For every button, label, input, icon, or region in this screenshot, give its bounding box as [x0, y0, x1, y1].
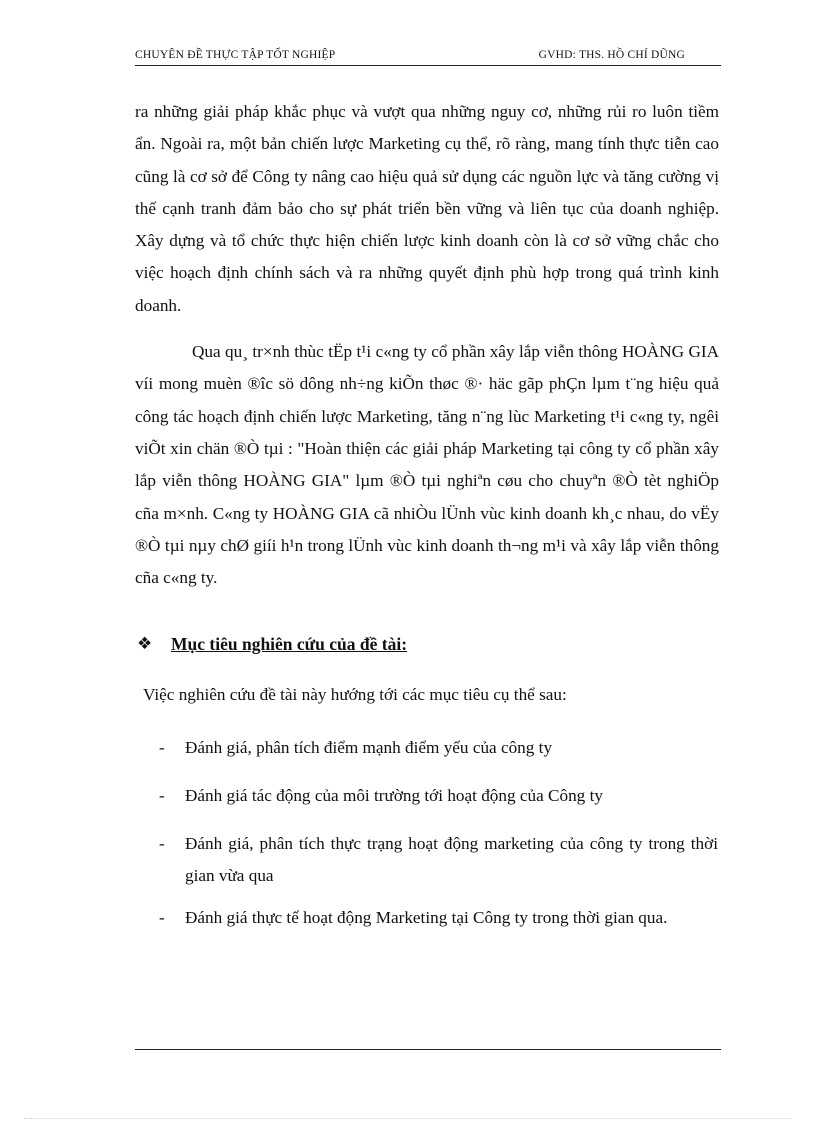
list-item-text: Đánh giá thực tế hoạt động Marketing tại Công ty trong thời gian qua. — [185, 908, 668, 927]
list-dash: - — [159, 738, 165, 757]
paragraph-1: ra những giải pháp khắc phục và vượt qua những nguy cơ, những rủi ro luôn tiềm ẩn. Ngoài ra, một bản chiến lược Marketing cụ thể, rõ ràng, mang tính thực tiễn cao cũng là cơ sở để Công ty nâng cao hiệu quả sử dụng các nguồn lực và tăng cường vị thế cạnh tranh đảm bảo cho sự phát triển bền vững và liên tục của doanh nghiệp. Xây dựng và tổ chức thực hiện chiến lược kinh doanh còn là cơ sở vững chắc cho việc hoạch định chính sách và ra những quyết định phù hợp trong quá trình kinh doanh. — [135, 102, 719, 315]
list-item-text: Đánh giá, phân tích thực trạng hoạt động marketing của công ty trong thời gian vừa qua — [185, 834, 718, 885]
section-heading — [135, 630, 719, 662]
list-item-text: Đánh giá tác động của môi trường tới hoạt động của Công ty — [185, 786, 603, 805]
list-dash: - — [159, 908, 165, 927]
footer-divider — [135, 1049, 721, 1050]
header-document-title: CHUYÊN ĐỀ THỰC TẬP TỐT NGHIỆP — [135, 49, 336, 61]
page-bottom-edge — [24, 1118, 792, 1119]
body-text — [135, 96, 719, 594]
diamond-bullet-icon: ❖ — [137, 634, 153, 654]
section-intro: Việc nghiên cứu đề tài này hướng tới các mục tiêu cụ thể sau: — [143, 685, 567, 704]
section-title: Mục tiêu nghiên cứu của đề tài: — [171, 634, 408, 654]
page-header — [135, 49, 721, 66]
list-dash: - — [159, 834, 165, 853]
list-dash: - — [159, 786, 165, 805]
header-supervisor: GVHD: THS. HỒ CHÍ DŨNG — [538, 49, 685, 61]
paragraph-2: Qua qu¸ tr×nh thùc tËp t¹i c«ng ty cổ phần xây lắp viễn thông HOÀNG GIA víi mong muèn ®îc sö dông nh÷ng kiÕn thøc ®· häc gãp phÇn lµm t¨ng hiệu quả công tác hoạch định chiến lược Marketing, tăng n¨ng lùc Marketing t¹i c«ng ty, ngêi viÕt xin chän ®Ò tµi : "Hoàn thiện các giải pháp Marketing tại công ty cổ phần xây lắp viễn thông HOÀNG GIA" lµm ®Ò tµi nghiªn cøu cho chuyªn ®Ò tèt nghiÖp cña m×nh. C«ng ty HOÀNG GIA cã nhiÒu lÜnh vùc kinh doanh kh¸c nhau, do vËy ®Ò tµi nµy chØ giíi h¹n trong lÜnh vùc kinh doanh th¬ng m¹i và xây lắp viễn thông cña c«ng ty. — [135, 342, 719, 588]
list-item-text: Đánh giá, phân tích điểm mạnh điểm yếu của công ty — [185, 738, 553, 757]
